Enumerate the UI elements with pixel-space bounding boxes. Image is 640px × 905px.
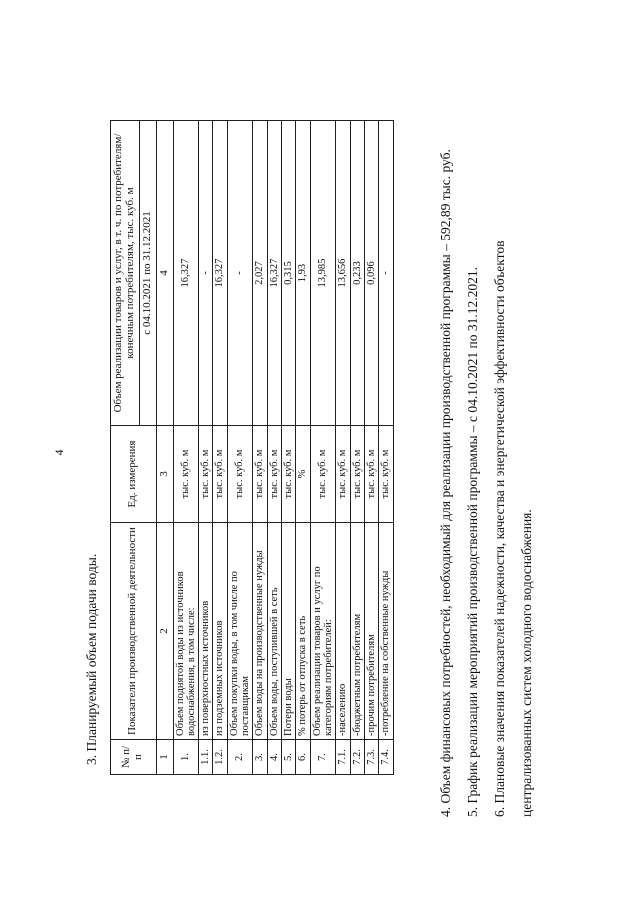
header-volume-title: Объем реализации товаров и услуг, в т. ч. по потребителям/ конечным потребителям, тыс. куб. м	[111, 121, 140, 425]
header-indicator: Показатели производственной деятельности	[111, 523, 157, 740]
column-number: 4	[156, 121, 173, 426]
row-indicator: Объем воды, поступившей в сеть	[267, 523, 281, 740]
row-number: 7.	[310, 740, 336, 775]
row-number: 1.	[173, 740, 199, 775]
table-row	[253, 121, 267, 775]
row-number: 1.2.	[213, 740, 227, 775]
row-value: 16,327	[267, 121, 281, 426]
row-number: 6.	[296, 740, 310, 775]
row-value: 1,93	[296, 121, 310, 426]
table-row	[199, 121, 213, 775]
table-body	[173, 121, 393, 775]
table-row	[227, 121, 253, 775]
row-unit: тыс. куб. м	[253, 426, 267, 523]
row-value: -	[227, 121, 253, 426]
section-heading: 3. Планируемый объем подачи воды.	[84, 553, 99, 765]
row-unit: тыс. куб. м	[199, 426, 213, 523]
row-indicator: Объем покупки воды, в том числе по поставщикам	[227, 523, 253, 740]
row-unit: тыс. куб. м	[227, 426, 253, 523]
row-indicator: Объем поднятой воды из источников водоснабжения, в том числе:	[173, 523, 199, 740]
row-unit: %	[296, 426, 310, 523]
row-number: 7.3.	[365, 740, 379, 775]
row-value: 13,656	[336, 121, 350, 426]
row-indicator: из подземных источников	[213, 523, 227, 740]
column-number: 3	[156, 426, 173, 523]
row-number: 7.2.	[350, 740, 364, 775]
table-row	[365, 121, 379, 775]
table-column-numbers	[156, 121, 173, 775]
header-unit: Ед. измерения	[111, 426, 157, 523]
table-row	[213, 121, 227, 775]
item-6-indicators: 6. Плановые значения показателей надежности, качества и энергетической эффективности объектов	[492, 240, 507, 817]
column-number: 1	[156, 740, 173, 775]
header-volume-period: с 04.10.2021 по 31.12.2021	[140, 211, 153, 335]
row-value: 13,985	[310, 121, 336, 426]
row-number: 3.	[253, 740, 267, 775]
column-number: 2	[156, 523, 173, 740]
row-number: 7.1.	[336, 740, 350, 775]
row-number: 5.	[282, 740, 296, 775]
row-unit: тыс. куб. м	[365, 426, 379, 523]
table-row	[267, 121, 281, 775]
row-unit: тыс. куб. м	[173, 426, 199, 523]
page-number: 4	[52, 449, 66, 456]
row-unit: тыс. куб. м	[213, 426, 227, 523]
row-indicator: Потери воды	[282, 523, 296, 740]
item-5-schedule: 5. График реализации мероприятий производственной программы – с 04.10.2021 по 31.12.2021.	[465, 266, 480, 817]
row-value: 0,096	[365, 121, 379, 426]
header-volume	[111, 121, 157, 426]
row-value: 0,315	[282, 121, 296, 426]
row-indicator: Объем воды на производственные нужды	[253, 523, 267, 740]
row-value: -	[199, 121, 213, 426]
item-4-financial-needs: 4. Объем финансовых потребностей, необходимый для реализации производственной программы – 592,89 тыс. руб.	[438, 149, 453, 817]
table-row	[310, 121, 336, 775]
row-number: 4.	[267, 740, 281, 775]
row-unit: тыс. куб. м	[310, 426, 336, 523]
row-unit: тыс. куб. м	[282, 426, 296, 523]
item-6-indicators-continued: централизованных систем холодного водоснабжения.	[519, 509, 534, 817]
table-row	[282, 121, 296, 775]
row-value: 2,027	[253, 121, 267, 426]
row-indicator: -потребление на собственные нужды	[379, 523, 393, 740]
row-indicator: -бюджетным потребителям	[350, 523, 364, 740]
row-number: 1.1.	[199, 740, 213, 775]
header-number: № п/п	[111, 740, 157, 775]
table-row	[173, 121, 199, 775]
row-indicator: Объем реализации товаров и услуг по категориям потребителей:	[310, 523, 336, 740]
table-row	[296, 121, 310, 775]
row-number: 2.	[227, 740, 253, 775]
row-value: -	[379, 121, 393, 426]
row-indicator: % потерь от отпуска в сеть	[296, 523, 310, 740]
row-indicator: -населению	[336, 523, 350, 740]
table-row	[336, 121, 350, 775]
row-unit: тыс. куб. м	[350, 426, 364, 523]
table-header-row	[111, 121, 157, 775]
row-unit: тыс. куб. м	[379, 426, 393, 523]
row-value: 0,233	[350, 121, 364, 426]
table-row	[379, 121, 393, 775]
row-unit: тыс. куб. м	[267, 426, 281, 523]
table-row	[350, 121, 364, 775]
water-supply-table	[110, 120, 394, 775]
row-indicator: -прочим потребителям	[365, 523, 379, 740]
row-value: 16,327	[173, 121, 199, 426]
row-unit: тыс. куб. м	[336, 426, 350, 523]
row-number: 7.4.	[379, 740, 393, 775]
row-value: 16,327	[213, 121, 227, 426]
row-indicator: из поверхностных источников	[199, 523, 213, 740]
